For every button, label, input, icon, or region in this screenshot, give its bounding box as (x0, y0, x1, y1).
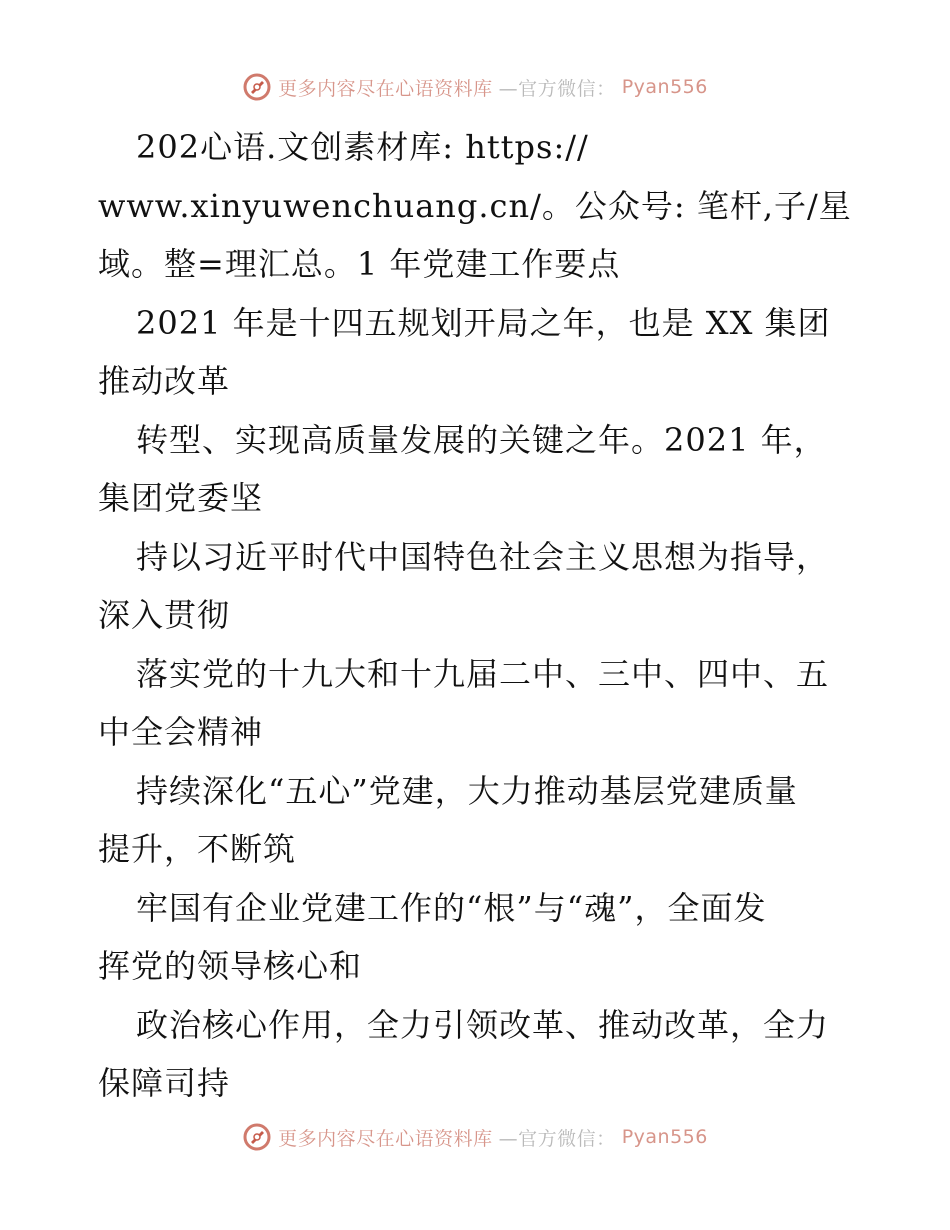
logo-icon (242, 1122, 272, 1152)
text-line: 持以习近平时代中国特色社会主义思想为指导， (136, 537, 830, 576)
watermark-main-text: 更多内容尽在心语资料库 (278, 1127, 493, 1150)
text-line: 域。整=理汇总。1 年党建工作要点 (98, 245, 621, 283)
watermark-main-text: 更多内容尽在心语资料库 (278, 77, 493, 100)
text-line: 落实党的十九大和十九届二中、三中、四中、五 (136, 654, 830, 693)
footer-watermark (0, 1122, 950, 1152)
logo-icon (242, 72, 272, 102)
text-line: 转型、实现高质量发展的关键之年。2021 年， (136, 420, 827, 459)
text-line: 牢国有企业党建工作的“根”与“魂”，全面发 (136, 888, 767, 927)
text-line: 持续深化“五心”党建，大力推动基层党建质量 (136, 771, 798, 810)
watermark-sub-text: —官方微信： (498, 1127, 616, 1150)
text-line: 提升，不断筑 (98, 830, 297, 868)
watermark-sub-text: —官方微信： (498, 77, 616, 100)
text-line: 挥党的领导核心和 (98, 947, 363, 985)
watermark-id-text: Pyan556 (621, 1126, 708, 1148)
text-line: 深入贯彻 (98, 596, 231, 634)
text-line: www.xinyuwenchuang.cn/。公众号: 笔杆,子/星 (98, 186, 852, 225)
watermark-id-text: Pyan556 (621, 76, 708, 98)
header-watermark (0, 72, 950, 102)
text-line: 推动改革 (98, 362, 231, 400)
document-body (98, 118, 858, 1113)
text-line: 保障司持 (98, 1064, 231, 1102)
text-line: 中全会精神 (98, 713, 264, 751)
text-line: 集团党委坚 (98, 479, 264, 517)
text-line: 202心语.文创素材库: https:// (136, 128, 589, 166)
text-line: 2021 年是十四五规划开局之年，也是 XX 集团 (136, 303, 831, 342)
text-line: 政治核心作用，全力引领改革、推动改革，全力 (136, 1005, 830, 1044)
